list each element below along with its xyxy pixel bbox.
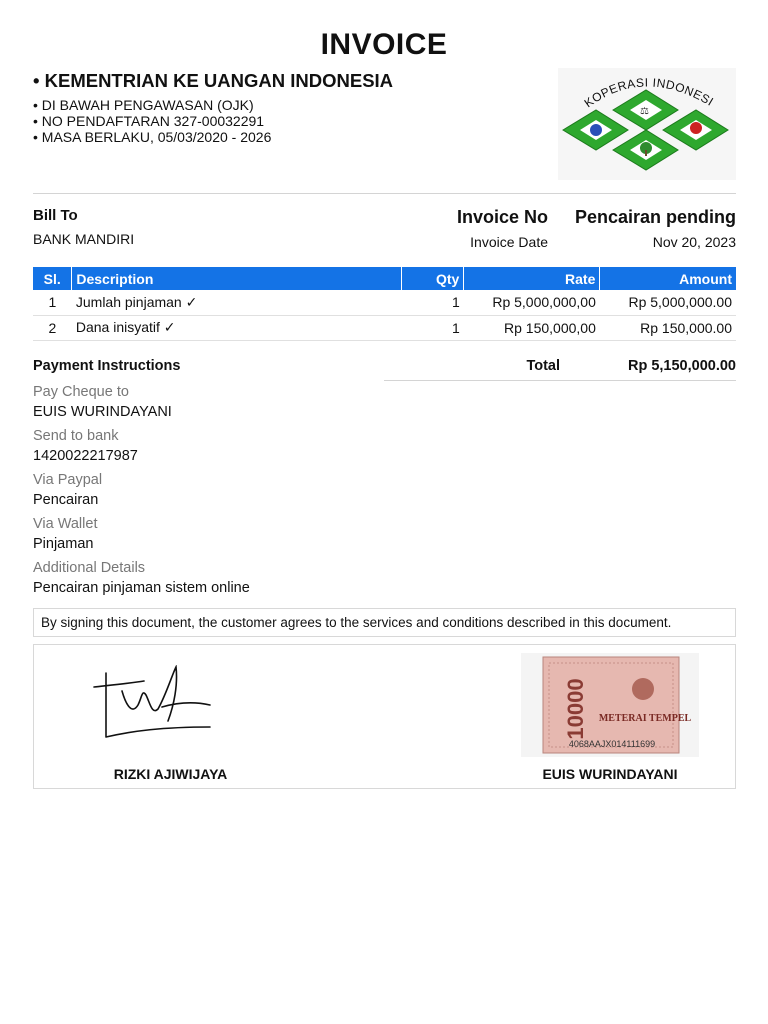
table-row — [33, 290, 736, 315]
signer-left-name: RIZKI AJIWIJAYA — [113, 766, 228, 782]
company-detail-line: • DI BAWAH PENGAWASAN (OJK) — [33, 97, 254, 113]
payment-value: Pinjaman — [33, 536, 94, 552]
stamp-amount: 10000 — [563, 678, 588, 740]
column-header-qty: Qty — [401, 267, 463, 290]
payment-label: Via Wallet — [33, 516, 98, 532]
invoice-number-label: Invoice No — [456, 207, 548, 227]
cell-qty: 1 — [401, 290, 463, 315]
cell-amount: Rp 150,000.00 — [600, 315, 736, 340]
cell-qty: 1 — [401, 315, 463, 340]
signer-right-name: EUIS WURINDAYANI — [542, 766, 678, 782]
company-name: • KEMENTRIAN KE UANGAN INDONESIA — [33, 70, 394, 91]
payment-value: EUIS WURINDAYANI — [33, 404, 172, 420]
meterai-stamp — [521, 653, 699, 757]
payment-value: Pencairan — [33, 492, 99, 508]
table-header-row — [33, 267, 736, 290]
invoice-number-value: Pencairan pending — [574, 207, 736, 227]
stamp-text: METERAI TEMPEL — [598, 713, 692, 724]
company-detail-line: • MASA BERLAKU, 05/03/2020 - 2026 — [33, 129, 272, 145]
total-value: Rp 5,150,000.00 — [627, 358, 736, 374]
payment-instructions — [33, 382, 250, 602]
total-label: Total — [526, 358, 560, 374]
invoice-date-value: Nov 20, 2023 — [652, 234, 736, 250]
cell-description: Jumlah pinjaman ✓ — [72, 290, 401, 315]
cell-rate: Rp 5,000,000,00 — [464, 290, 600, 315]
logo-text: KOPERASI INDONESI — [581, 75, 717, 111]
payment-label: Additional Details — [33, 560, 146, 576]
payment-label: Send to bank — [33, 428, 119, 444]
stamp-serial: 4068AAJX014111699 — [568, 739, 656, 749]
signature-box — [33, 644, 736, 789]
bill-to-name: BANK MANDIRI — [33, 231, 135, 247]
items-table — [33, 267, 736, 341]
signature-left — [92, 665, 212, 745]
bill-to-label: Bill To — [33, 207, 78, 224]
cell-description: Dana inisyatif ✓ — [72, 315, 401, 340]
svg-text:⚖: ⚖ — [640, 106, 649, 117]
column-header-amount: Amount — [600, 267, 736, 290]
koperasi-logo — [558, 68, 736, 180]
cell-sl: 1 — [33, 290, 72, 315]
header-divider — [33, 193, 736, 194]
company-details — [33, 97, 271, 145]
terms-notice: By signing this document, the customer agrees to the services and conditions described in this document. — [33, 608, 736, 637]
invoice-title: INVOICE — [320, 28, 448, 61]
cell-rate: Rp 150,000,00 — [464, 315, 600, 340]
column-header-rate: Rate — [464, 267, 600, 290]
table-row — [33, 315, 736, 340]
invoice-date-label: Invoice Date — [470, 234, 548, 250]
payment-value: Pencairan pinjaman sistem online — [33, 580, 250, 596]
payment-value: 1420022217987 — [33, 448, 138, 464]
total-divider — [384, 380, 736, 381]
company-detail-line: • NO PENDAFTARAN 327-00032291 — [33, 113, 265, 129]
column-header-description: Description — [72, 267, 401, 290]
payment-label: Pay Cheque to — [33, 384, 129, 400]
payment-label: Via Paypal — [33, 472, 103, 488]
payment-instructions-title: Payment Instructions — [33, 358, 181, 374]
cell-sl: 2 — [33, 315, 72, 340]
column-header-sl: Sl. — [33, 267, 72, 290]
cell-amount: Rp 5,000,000.00 — [600, 290, 736, 315]
